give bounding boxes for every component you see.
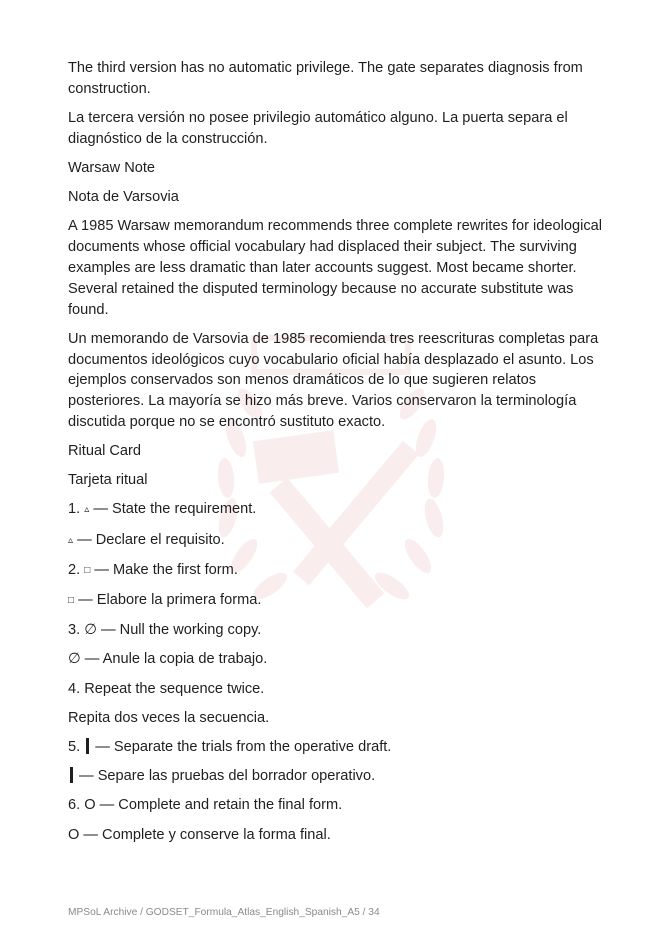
empty-set-icon: ∅ (84, 622, 97, 639)
step-text: — State the requirement. (89, 501, 257, 518)
paragraph-spanish-memorandum: Un memorando de Varsovia de 1985 recomienda tres reescrituras completas para documentos ideológicos cuyo vocabulario oficial había desplazado el asunto. Los ejemplos conservados son menos dramáticos de lo que sugieren relatos posteriores. La mayoría se hizo más breve. Varios conservaron la terminología discutida porque no se encontró sustituto exacto. (68, 330, 599, 430)
step-text: — Null the working copy. (96, 622, 262, 639)
step-2-en (68, 560, 608, 582)
heading-warsaw-note: Warsaw Note (68, 159, 156, 176)
step-1-es (68, 530, 608, 552)
empty-set-icon: ∅ (68, 651, 81, 668)
triangle-icon: ▵ (68, 534, 74, 546)
circle-icon: O (84, 797, 96, 814)
step-3-es (68, 649, 608, 670)
page-footer: MPSoL Archive / GODSET_Formula_Atlas_English_Spanish_A5 / 34 (68, 907, 380, 918)
square-icon: □ (68, 595, 75, 607)
document-body (68, 58, 608, 854)
paragraph-english-memorandum: A 1985 Warsaw memorandum recommends three complete rewrites for ideological documents whose official vocabulary had displaced their subject. The surviving examples are less dramatic than later accounts suggest. Most became shorter. Several retained the disputed terminology because no accurate substitute was found. (68, 218, 602, 318)
step-number: 2. (68, 561, 85, 578)
paragraph-english-gate: The third version has no automatic privilege. The gate separates diagnosis from construction. (68, 60, 583, 97)
step-text: — Declare el requisito. (73, 531, 225, 548)
step-number: 6. (68, 797, 85, 814)
step-text: — Make the first form. (90, 561, 238, 578)
step-text: — Complete y conserve la forma final. (79, 826, 331, 843)
heading-ritual-card: Ritual Card (68, 443, 141, 460)
vertical-bar-icon (70, 767, 73, 783)
step-text: Repita dos veces la secuencia. (68, 709, 270, 726)
triangle-icon: ▵ (84, 504, 90, 516)
step-6-es (68, 825, 608, 846)
step-2-es (68, 590, 608, 612)
step-5-es (68, 766, 608, 787)
step-1-en (68, 499, 608, 521)
step-number: 4. (68, 680, 85, 697)
square-icon: □ (84, 564, 91, 576)
step-text: — Separe las pruebas del borrador operativo. (75, 768, 376, 785)
step-text: — Anule la copia de trabajo. (80, 651, 268, 668)
paragraph-spanish-gate: La tercera versión no posee privilegio automático alguno. La puerta separa el diagnóstico de la construcción. (68, 109, 568, 147)
step-text: — Elabore la primera forma. (74, 592, 262, 609)
vertical-bar-icon (86, 738, 89, 754)
step-text: Repeat the sequence twice. (84, 680, 265, 697)
step-number: 3. (68, 622, 85, 639)
circle-icon: O (68, 826, 80, 843)
heading-ritual-card-es: Tarjeta ritual (68, 472, 148, 489)
step-number: 1. (68, 501, 85, 518)
step-number: 5. (68, 738, 85, 755)
step-6-en (68, 795, 608, 816)
step-5-en (68, 737, 608, 758)
step-text: — Separate the trials from the operative draft. (91, 738, 392, 755)
step-4-en (68, 679, 608, 700)
step-3-en (68, 620, 608, 641)
step-text: — Complete and retain the final form. (95, 797, 343, 814)
heading-warsaw-note-es: Nota de Varsovia (68, 189, 179, 206)
step-4-es (68, 708, 608, 729)
